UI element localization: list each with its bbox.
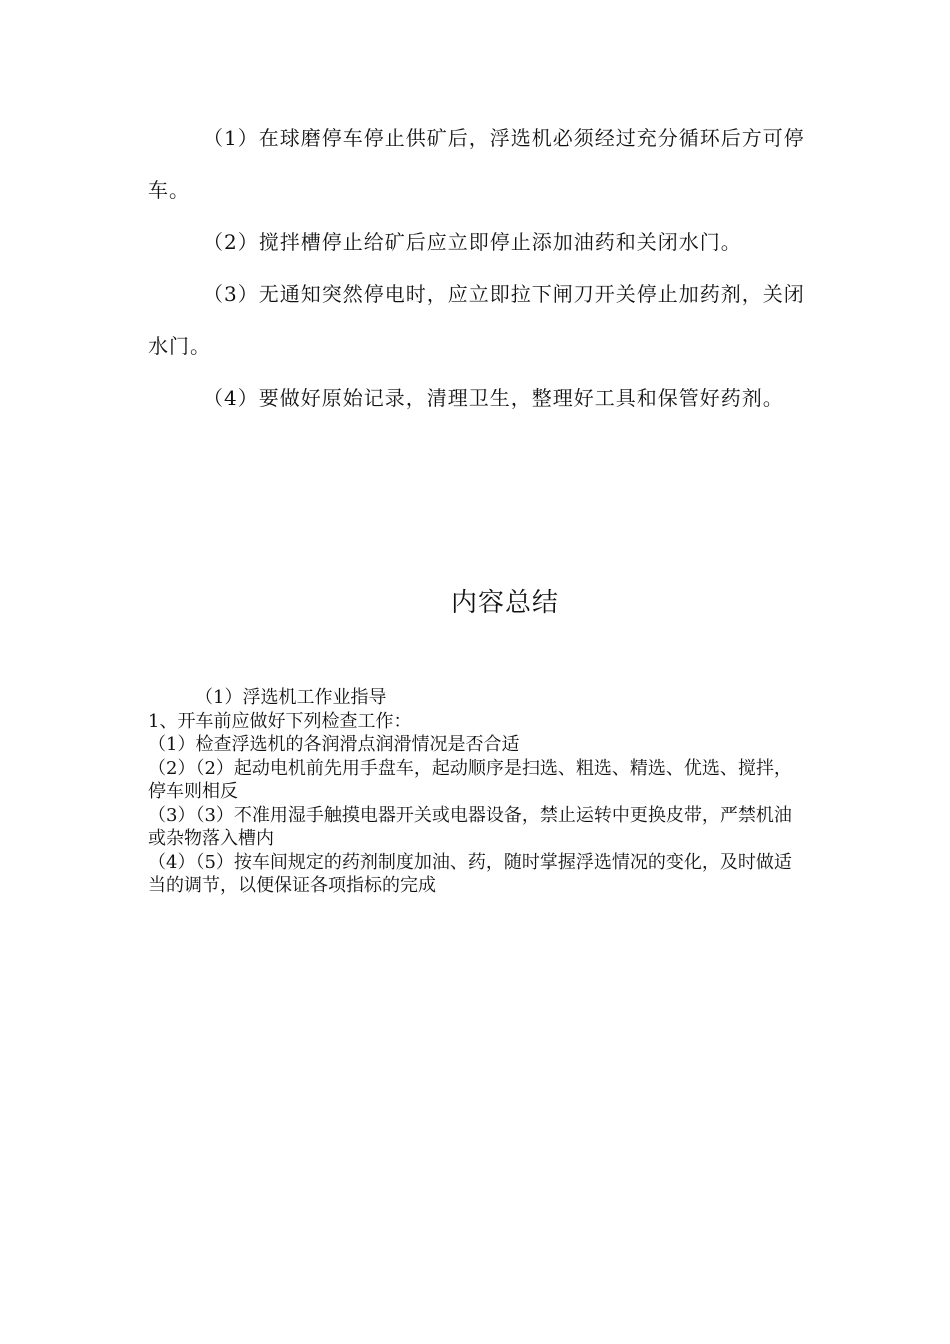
summary-line: （4）（5）按车间规定的药剂制度加油、药，随时掌握浮选情况的变化，及时做适当的调节，以便保证各项指标的完成 (148, 851, 792, 896)
summary-line: （1）检查浮选机的各润滑点润滑情况是否合适 (148, 734, 520, 755)
procedure-paragraph-3: （3）无通知突然停电时，应立即拉下闸刀开关停止加药剂，关闭水门。 (148, 282, 805, 358)
summary-body (148, 686, 808, 898)
procedure-body (148, 112, 808, 424)
summary-title: 内容总结 (450, 588, 559, 618)
procedure-paragraph-2: （2）搅拌槽停止给矿后应立即停止添加油药和关闭水门。 (203, 230, 742, 254)
summary-heading: （1）浮选机工作业指导 (195, 687, 387, 708)
procedure-paragraph-4: （4）要做好原始记录，清理卫生，整理好工具和保管好药剂。 (203, 386, 784, 410)
summary-line: （2）（2）起动电机前先用手盘车，起动顺序是扫选、粗选、精选、优选、搅拌，停车则相反 (148, 757, 792, 802)
summary-line: （3）（3）不准用湿手触摸电器开关或电器设备，禁止运转中更换皮带，严禁机油或杂物落入槽内 (148, 804, 792, 849)
summary-line: 1、开车前应做好下列检查工作： (148, 710, 412, 732)
procedure-paragraph-1: （1）在球磨停车停止供矿后，浮选机必须经过充分循环后方可停车。 (148, 126, 805, 202)
